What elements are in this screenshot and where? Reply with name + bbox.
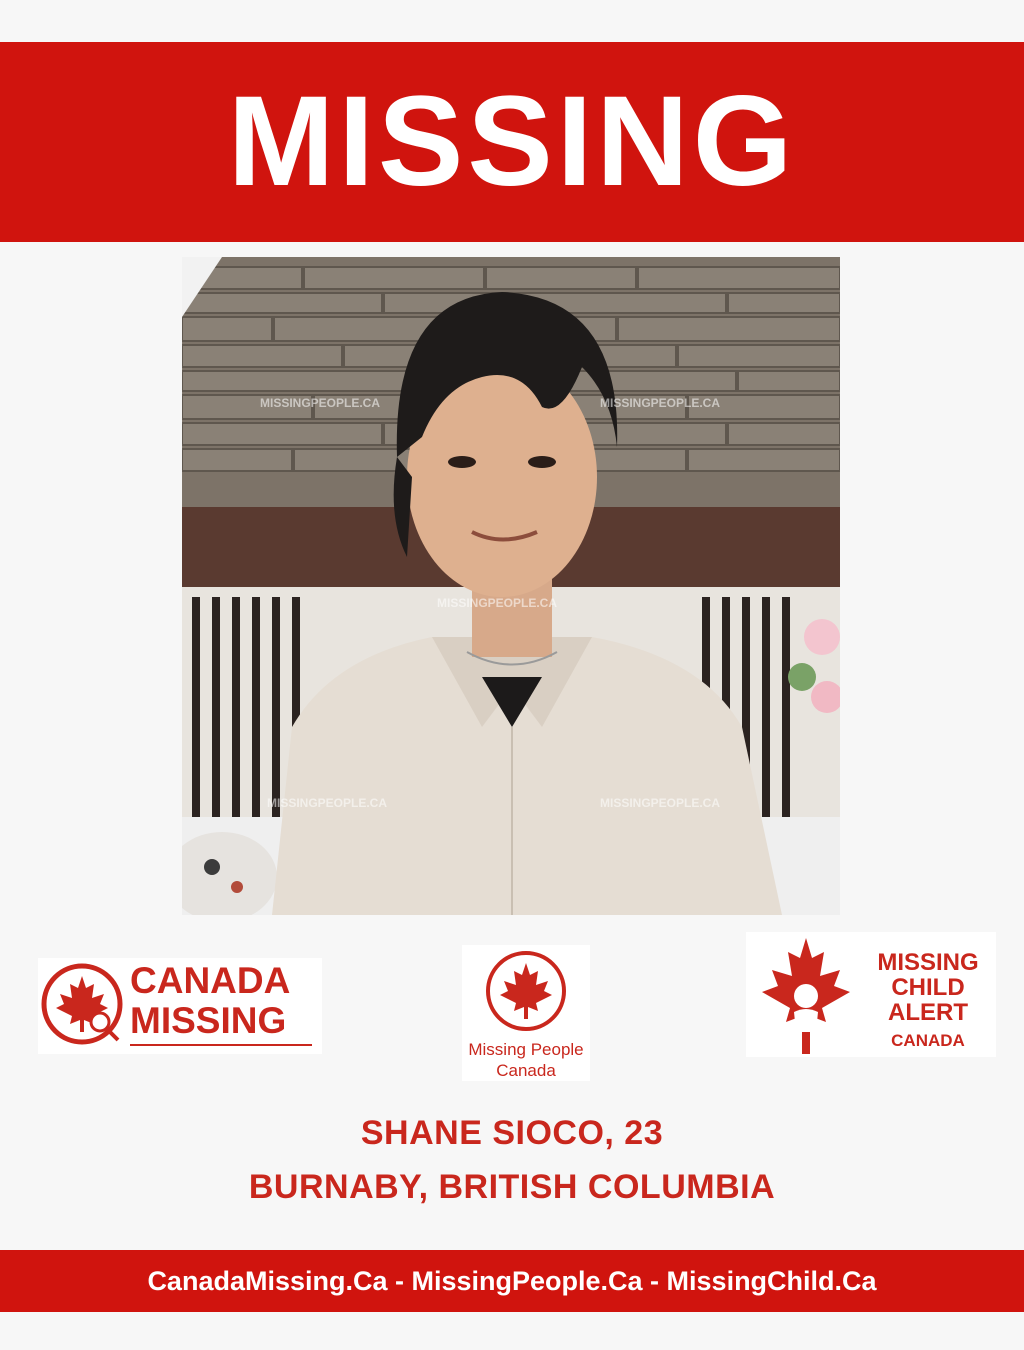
footer-banner: [0, 1250, 1024, 1312]
missing-people-line1: Missing People: [468, 1040, 584, 1059]
maple-leaf-child-icon: [746, 932, 866, 1057]
mca-line4: CANADA: [891, 1031, 965, 1050]
missing-banner: [0, 42, 1024, 242]
maple-leaf-circle-icon: [462, 945, 590, 1037]
footer-links: CanadaMissing.Ca - MissingPeople.Ca - MissingChild.Ca: [147, 1265, 877, 1296]
missing-people-label: [462, 1039, 590, 1081]
missing-child-alert-logo: [746, 932, 996, 1057]
person-name-age: SHANE SIOCO, 23: [360, 1114, 664, 1152]
canada-missing-logo: [38, 958, 322, 1054]
missing-people-line2: Canada: [496, 1061, 556, 1080]
canada-missing-line2: MISSING: [130, 1000, 287, 1041]
watermark-text: MISSINGPEOPLE.CA: [437, 596, 558, 610]
divider: [130, 1044, 312, 1046]
watermark-text: MISSINGPEOPLE.CA: [600, 796, 721, 810]
mca-line3: ALERT: [888, 999, 968, 1026]
canada-missing-line1: CANADA: [130, 960, 291, 1001]
watermark-text: MISSINGPEOPLE.CA: [267, 796, 388, 810]
watermark-text: MISSINGPEOPLE.CA: [600, 396, 721, 410]
person-photo: [182, 257, 840, 915]
person-location: BURNABY, BRITISH COLUMBIA: [248, 1168, 776, 1206]
mca-line2: CHILD: [891, 974, 965, 1001]
mca-line1: MISSING: [877, 949, 979, 976]
missing-people-canada-logo: [462, 945, 590, 1081]
person-photo-image: [182, 257, 840, 915]
watermark-text: MISSINGPEOPLE.CA: [260, 396, 381, 410]
headline: MISSING: [227, 70, 797, 213]
maple-leaf-search-icon: [38, 958, 130, 1054]
